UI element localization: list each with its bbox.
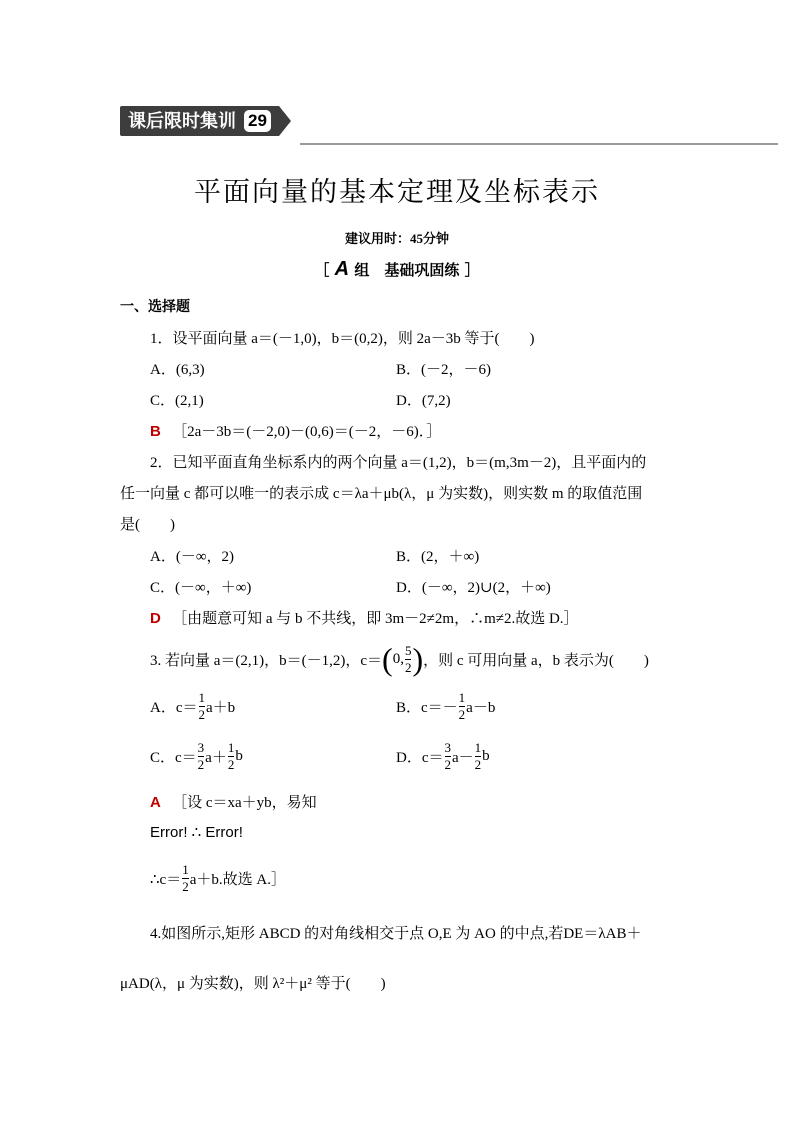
vector-paren-open: ( xyxy=(382,640,393,677)
vector-paren-close: ) xyxy=(412,640,424,677)
banner-box xyxy=(120,106,279,136)
fraction-numerator: 1 xyxy=(227,740,235,755)
option-suffix: a－b xyxy=(466,700,496,716)
conclusion-prefix: ∴c＝ xyxy=(150,872,182,888)
q2-option-d: D．(－∞，2)∪(2，＋∞) xyxy=(396,580,551,596)
group-bracket-close: ］ xyxy=(464,261,480,279)
fraction-denominator: 2 xyxy=(444,757,451,772)
q2-stem-line1: 2．已知平面直角坐标系内的两个向量 a＝(1,2)，b＝(m,3m－2)，且平面内的 xyxy=(150,455,647,471)
q3-answer: A xyxy=(150,794,161,811)
fraction-numerator: 3 xyxy=(197,740,205,755)
option-suffix: b xyxy=(482,748,490,764)
option-middle: a－ xyxy=(452,750,474,766)
section-heading: 一、选择题 xyxy=(120,299,190,315)
q3-vector-fraction xyxy=(405,643,412,676)
q1-explanation: ［2a－3b＝(－2,0)－(0,6)＝(－2，－6)．］ xyxy=(172,424,442,440)
conclusion-suffix: a＋b.故选 A.］ xyxy=(189,872,286,888)
fraction xyxy=(228,740,235,773)
fraction-denominator: 2 xyxy=(458,707,466,722)
q2-option-b: B．(2，＋∞) xyxy=(396,549,480,565)
option-prefix: B．c＝－ xyxy=(396,700,458,716)
option-prefix: A．c＝ xyxy=(150,700,198,716)
fraction xyxy=(199,690,206,723)
option-prefix: D．c＝ xyxy=(396,750,444,766)
fraction-denominator: 2 xyxy=(227,757,235,772)
fraction-denominator: 2 xyxy=(474,757,482,772)
page-title: 平面向量的基本定理及坐标表示 xyxy=(194,177,600,208)
q1-answer: B xyxy=(150,423,161,440)
q2-answer: D xyxy=(150,610,161,627)
q1-stem: 1．设平面向量 a＝(－1,0)，b＝(0,2)，则 2a－3b 等于( ) xyxy=(150,331,535,347)
q2-stem-line3: 是( ) xyxy=(120,517,175,533)
q2-solution xyxy=(150,607,579,628)
q1-option-a: A．(6,3) xyxy=(150,362,205,378)
fraction-numerator: 3 xyxy=(444,740,451,755)
header-rule xyxy=(300,143,778,145)
q4-stem-line2: μAD(λ，μ 为实数)，则 λ²＋μ² 等于( ) xyxy=(120,976,386,992)
q2-stem-line2: 任一向量 c 都可以唯一的表示成 c＝λa＋μb(λ，μ 为实数)，则实数 m 的取值范围 xyxy=(120,486,643,502)
q3-stem-end: ，则 c 可用向量 a，b 表示为( ) xyxy=(423,652,649,669)
fraction-numerator: 1 xyxy=(474,740,482,755)
group-text: 组 基础巩固练 xyxy=(354,261,460,279)
q3-solution xyxy=(150,791,317,812)
q3-stem-start: 3. 若向量 a＝(2,1)，b＝(－1,2)，c＝ xyxy=(150,652,383,669)
q4-stem-line1: 4.如图所示,矩形 ABCD 的对角线相交于点 O,E 为 AO 的中点,若DE＝λAB＋ xyxy=(150,926,642,942)
fraction-denominator: 2 xyxy=(182,879,189,894)
fraction xyxy=(459,690,466,723)
q3-explanation: ［设 c＝xa＋yb，易知 xyxy=(172,795,317,811)
fraction-numerator: 5 xyxy=(404,642,412,658)
fraction-denominator: 2 xyxy=(197,757,205,772)
q3-option-c xyxy=(150,740,243,773)
fraction-denominator: 2 xyxy=(198,707,205,722)
q2-option-a: A．(－∞，2) xyxy=(150,549,235,565)
group-bracket-open: ［ xyxy=(314,261,330,279)
fraction xyxy=(475,740,482,773)
option-middle: a＋ xyxy=(205,750,227,766)
q1-option-b: B．(－2，－6) xyxy=(396,362,491,378)
fraction-numerator: 1 xyxy=(458,690,466,705)
q3-conclusion xyxy=(150,862,286,895)
fraction-numerator: 1 xyxy=(198,690,205,705)
q3-option-a xyxy=(150,690,235,723)
fraction xyxy=(182,862,189,895)
banner-label: 课后限时集训 xyxy=(128,111,236,131)
group-letter: A xyxy=(334,258,350,280)
q2-explanation: ［由题意可知 a 与 b 不共线，即 3m－2≠2m，∴m≠2.故选 D.］ xyxy=(172,611,579,627)
banner-number: 29 xyxy=(244,110,271,132)
fraction-denominator: 2 xyxy=(404,659,412,675)
q3-stem xyxy=(150,636,649,682)
banner-arrow xyxy=(279,106,291,136)
q1-option-c: C．(2,1) xyxy=(150,393,204,409)
option-suffix: b xyxy=(235,748,243,764)
option-suffix: a＋b xyxy=(206,700,236,716)
q3-vector-x: 0, xyxy=(392,650,404,667)
q3-option-d xyxy=(396,740,490,773)
fraction-numerator: 1 xyxy=(182,862,189,877)
fraction xyxy=(445,740,452,773)
option-prefix: C．c＝ xyxy=(150,750,197,766)
fraction xyxy=(198,740,205,773)
q3-error-line: Error! ∴ Error! xyxy=(150,824,243,841)
section-banner xyxy=(120,104,291,138)
suggested-time: 建议用时：45分钟 xyxy=(344,231,449,246)
q1-solution xyxy=(150,420,441,441)
q2-option-c: C．(－∞，＋∞) xyxy=(150,580,252,596)
q1-option-d: D．(7,2) xyxy=(396,393,451,409)
q3-option-b xyxy=(396,690,495,723)
group-heading xyxy=(0,258,794,281)
